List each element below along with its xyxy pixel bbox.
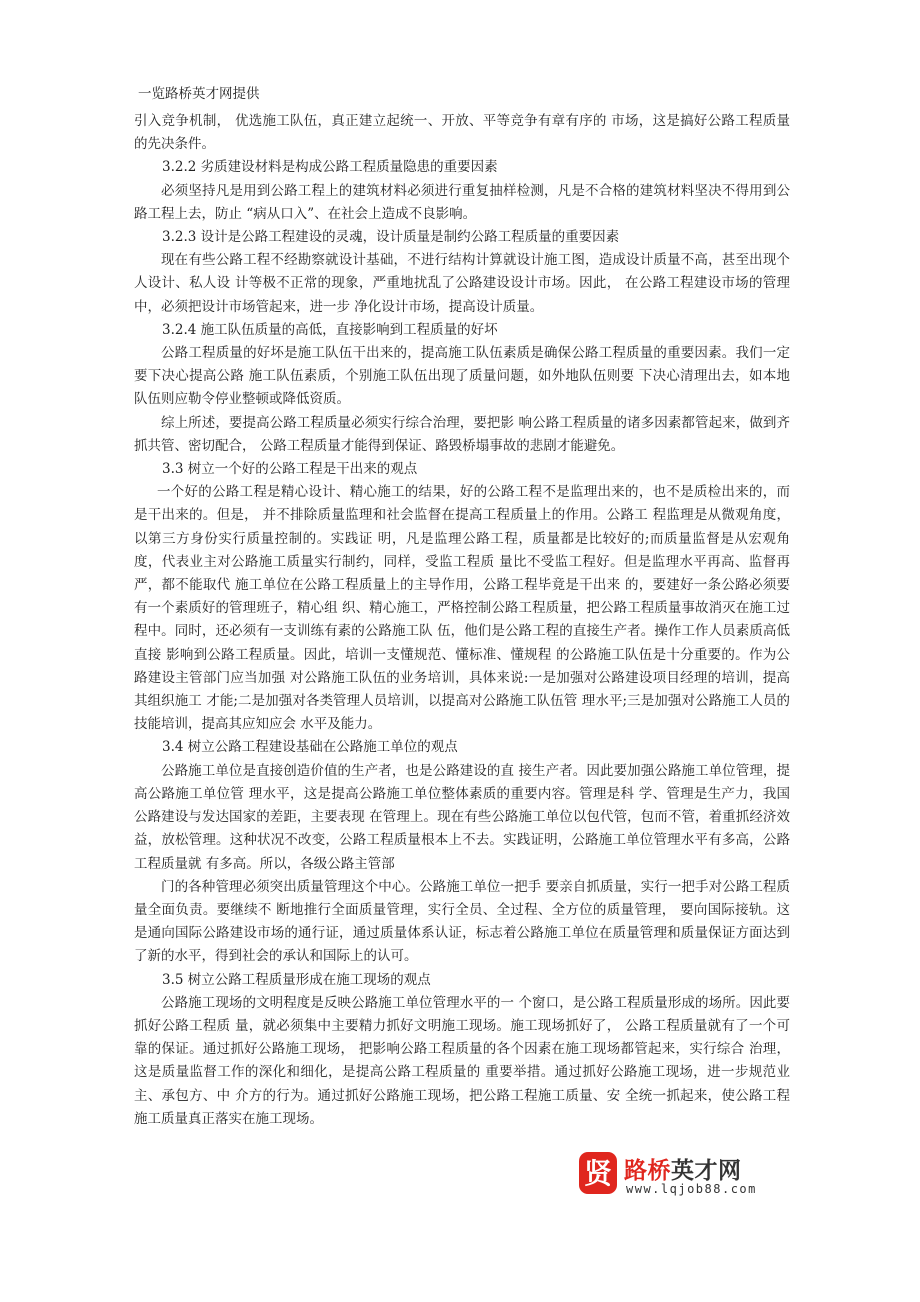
document-body [134,110,790,1131]
paragraph-construction-site: 公路施工现场的文明程度是反映公路施工单位管理水平的一 个窗口，是公路工程质量形成的场所。因此要抓好公路工程质 量，就必须集中主要精力抓好文明施工现场。施工现场抓好了， 公路工程质量就有了一个可靠的保证。通过抓好公路施工现场， 把影响公路工程质量的各个因素在施工现场都管起来，实行综合 治理，这是质量监督工作的深化和细化，是提高公路工程质量的 重要举措。通过抓好公路施工现场，进一步规范业主、承包方、中 介方的行为。通过抓好公路施工现场，把公路工程施工质量、安 全统一抓起来，使公路工程施工质量真正落实在施工现场。 [134,994,790,1127]
section-heading-3-5: 3.5 树立公路工程质量形成在施工现场的观点 [162,971,431,988]
paragraph-built-by-work: 一个好的公路工程是精心设计、精心施工的结果，好的公路工程不是监理出来的，也不是质检出来的，而是干出来的。但是， 并不排除质量监理和社会监督在提高工程质量上的作用。公路工 程监理是从微观角度，以第三方身份实行质量控制的。实践证 明，凡是监理公路工程，质量都是比较好的;而质量监督是从宏观角度，代表业主对公路施工质量实行制约，同样，受监工程质 量比不受监工程好。但是监理水平再高、监督再严，都不能取代 施工单位在公路工程质量上的主导作用，公路工程毕竟是干出来 的，要建好一条公路必须要有一个素质好的管理班子，精心组 织、精心施工，严格控制公路工程质量，把公路工程质量事故消灭在施工过程中。同时，还必须有一支训练有素的公路施工队 伍，他们是公路工程的直接生产者。操作工作人员素质高低直接 影响到公路工程质量。因此，培训一支懂规范、懂标准、懂规程 的公路施工队伍是十分重要的。作为公路建设主管部门应当加强 对公路施工队伍的业务培训，具体来说:一是加强对公路建设项目经理的培训，提高其组织施工 才能;二是加强对各类管理人员培训，以提高对公路施工队伍管 理水平;三是加强对公路施工人员的技能培训，提高其应知应会 水平及能力。 [134,484,790,733]
section-heading-3-2-3: 3.2.3 设计是公路工程建设的灵魂，设计质量是制约公路工程质量的重要因素 [162,229,620,246]
section-heading-3-2-2: 3.2.2 劣质建设材料是构成公路工程质量隐患的重要因素 [162,159,498,176]
logo-url: www.lqjob88.com [626,1182,757,1196]
logo-mark-icon [578,1150,618,1196]
paragraph-quality-management: 门的各种管理必须突出质量管理这个中心。公路施工单位一把手 要亲自抓质量，实行一把手对公路工程质量全面负责。要继续不 断地推行全面质量管理，实行全员、全过程、全方位的质量管理， 要向国际接轨。这是通向国际公路建设市场的通行证，通过质量体系认证，标志着公路施工单位在质量管理和质量保证方面达到 了新的水平，得到社会的承认和国际上的认可。 [134,878,790,965]
paragraph-construction-team: 公路工程质量的好坏是施工队伍干出来的，提高施工队伍素质是确保公路工程质量的重要因素。我们一定要下决心提高公路 施工队伍素质，个别施工队伍出现了质量问题，如外地队伍则要 下决心清理出去，如本地队伍则应勒令停业整顿或降低资质。 [134,345,790,408]
source-note: 一览路桥英才网提供 [138,86,260,102]
section-heading-3-4: 3.4 树立公路工程建设基础在公路施工单位的观点 [162,739,458,756]
logo-name-dark: 英才网 [671,1158,742,1184]
paragraph-intro: 引入竞争机制， 优选施工队伍，真正建立起统一、开放、平等竞争有章有序的 市场，这是搞好公路工程质量的先决条件。 [134,113,790,153]
paragraph-materials: 必须坚持凡是用到公路工程上的建筑材料必须进行重复抽样检测，凡是不合格的建筑材料坚决不得用到公路工程上去，防止 “病从口入”、在社会上造成不良影响。 [134,182,790,222]
section-heading-3-3: 3.3 树立一个好的公路工程是干出来的观点 [162,461,418,478]
logo-name-red: 路桥 [624,1158,671,1184]
paragraph-construction-units: 公路施工单位是直接创造价值的生产者，也是公路建设的直 接生产者。因此要加强公路施工单位管理，提高公路施工单位管 理水平，这是提高公路施工单位整体素质的重要内容。管理是科 学、管理是生产力，我国公路建设与发达国家的差距，主要表现 在管理上。现在有些公路施工单位以包代管，包而不管，着重抓经济效益，放松管理。这种状况不改变，公路工程质量根本上不去。实践证明，公路施工单位管理水平有多高，公路工程质量就 有多高。所以，各级公路主管部 [134,762,790,872]
logo-name [624,1152,742,1185]
lqjob-logo [578,1150,788,1200]
section-heading-3-2-4: 3.2.4 施工队伍质量的高低，直接影响到工程质量的好坏 [162,321,498,338]
logo-mark-char: 贤 [583,1157,613,1190]
paragraph-design: 现在有些公路工程不经勘察就设计基础，不进行结构计算就设计施工图，造成设计质量不高，甚至出现个人设计、私人设 计等极不正常的现象，严重地扰乱了公路建设设计市场。因此， 在公路工程建设市场的管理中，必须把设计市场管起来，进一步 净化设计市场，提高设计质量。 [134,252,790,315]
paragraph-summary: 综上所述，要提高公路工程质量必须实行综合治理，要把影 响公路工程质量的诸多因素都管起来，做到齐抓共管、密切配合， 公路工程质量才能得到保证、路毁桥塌事故的悲剧才能避免。 [134,414,790,454]
